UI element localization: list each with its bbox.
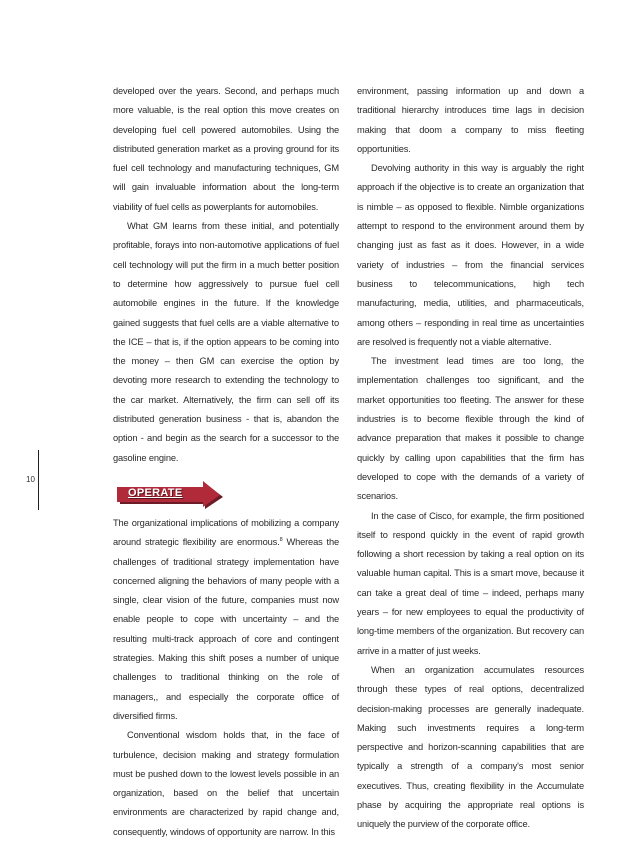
right-column [357,82,584,835]
left-paragraph-1: developed over the years. Second, and perhaps much more valuable, is the real option this move creates on developing fuel cell powered automobiles. Using the distributed generation market as a proving ground for its fuel cell technology and manufacturing techniques, GM will gain invaluable information about the long-term viability of fuel cells as powerplants for automobiles. [113,86,339,212]
right-paragraph-3: The investment lead times are too long, the implementation challenges too significant, and the market opportunities too fleeting. The answer for these industries is to become flexible through the kind of advance preparation that makes it possible to change quickly by calling upon capabilities that the firm has developed to cope with the demands of a variety of scenarios. [357,356,584,502]
left-paragraph-3-rest: Whereas the challenges of traditional strategy implementation have concerned aligning the behaviors of many people with a single, clear vision of the future, companies must now enable people to cope with uncertainty – and the resulting multi-track approach of core and contingent strategies. Making this shift poses a number of unique challenges to traditional thinking on the role of managers,, and especially the corporate office of diversified firms. [113,537,339,721]
left-paragraph-2: What GM learns from these initial, and potentially profitable, forays into non-automotive applications of fuel cell technology will put the firm in a much better position to determine how aggressively to pursue fuel cell automobile engines in the future. If the knowledge gained suggests that fuel cells are a viable alternative to the ICE – that is, if the option appears to be coming into the money – then GM can exercise the option by devoting more research to extending the technology to the car market. Alternatively, the firm can sell off its distributed generation business - that is, abandon the option - and begin as the search for a successor to the gasoline engine. [113,221,339,463]
margin-rule [38,450,39,510]
page-number: 10 [26,475,35,484]
right-paragraph-2: Devolving authority in this way is arguably the right approach if the objective is to create an organization that is nimble – as opposed to flexible. Nimble organizations attempt to respond to the environment around them by changing just as fast as it does. However, in a wide variety of industries – from the financial services business to telecommunications, high tech manufacturing, media, utilities, and pharmaceuticals, among others – responding in real time as uncertainties are resolved is frequently not a viable alternative. [357,163,584,347]
left-column [113,82,339,842]
section-heading-operate [113,480,339,514]
right-paragraph-1: environment, passing information up and down a traditional hierarchy introduces time lags in decision making that doom a company to miss fleeting opportunities. [357,86,584,154]
left-paragraph-3-start: The organizational implications of mobilizing a company around strategic flexibility are enormous. [113,517,339,548]
right-paragraph-4: In the case of Cisco, for example, the firm positioned itself to respond quickly in the event of rapid growth following a short recession by taking a real option on its valuable human capital. This is a smart move, because it can take a great deal of time – indeed, perhaps many years – for new employees to equal the productivity of long-time members of the organization. But recovery can arrive in a matter of just weeks. [357,510,584,656]
right-paragraph-5: When an organization accumulates resources through these types of real options, decentralized decision-making processes are generally inadequate. Making such investments requires a long-term perspective and horizon-scanning capabilities that are typically a strength of a company's most senior executives. Thus, creating flexibility in the Accumulate phase by acquiring the appropriate real options is uniquely the purview of the corporate office. [357,664,584,830]
section-heading-text: OPERATE [128,486,183,499]
left-paragraph-3 [113,514,339,726]
left-paragraph-4: Conventional wisdom holds that, in the face of turbulence, decision making and strategy formulation must be pushed down to the lowest levels possible in an organization, based on the belief that uncertain environments are characterized by rapid change and, consequently, windows of opportunity are narrow. In this [113,730,339,837]
footnote-marker[interactable]: 8 [279,537,283,544]
